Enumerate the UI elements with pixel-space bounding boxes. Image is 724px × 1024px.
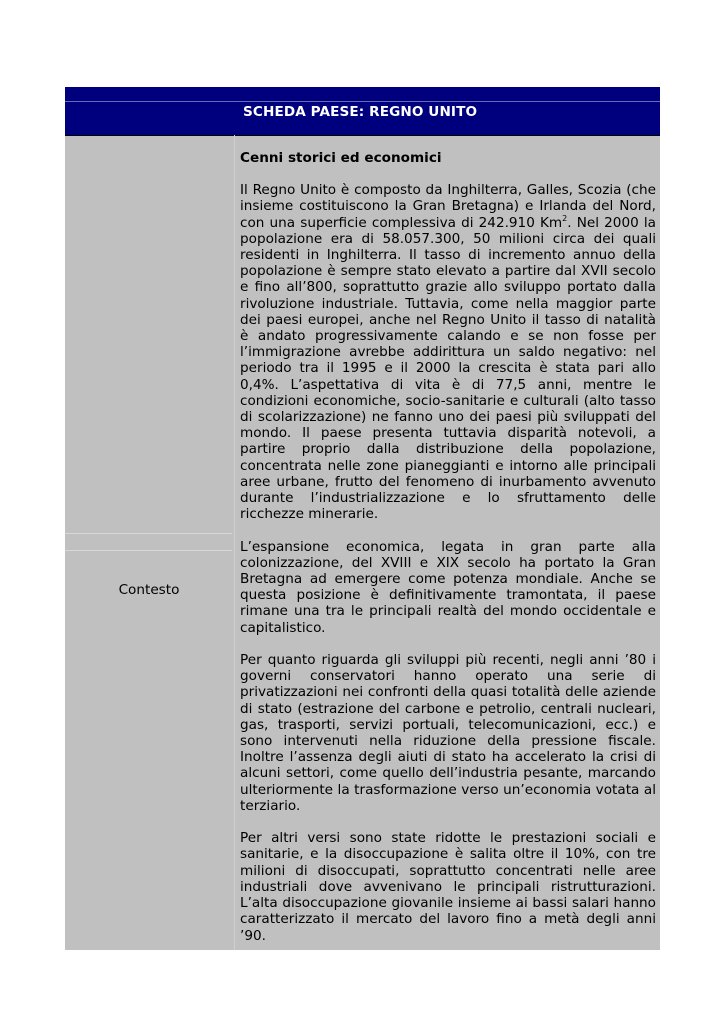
paragraph-4: Per altri versi sono state ridotte le prestazioni sociali e sanitarie, e la disoccupazione è salita oltre il 10%, con tre milioni di disoccupati, soprattutto concentrati nelle aree industriali dove avvenivano le principali ristrutturazioni. L’alta disoccupazione giovanile insieme ai bassi salari hanno caratterizzato il mercato del lavoro fino a metà degli anni ’90. <box>240 830 656 944</box>
country-sheet-table <box>65 87 660 950</box>
paragraph-1 <box>240 182 656 522</box>
cell-divider <box>65 533 232 534</box>
section-title: Cenni storici ed economici <box>240 150 442 166</box>
label-column <box>65 135 236 950</box>
paragraph-2: L’espansione economica, legata in gran parte alla colonizzazione, del XVIII e XIX secolo ha portato la Gran Bretagna ad emergere come potenza mondiale. Anche se questa posizione è definitivamente tramontata, il paese rimane una tra le principali realtà del mondo occidentale e capitalistico. <box>240 538 656 636</box>
paragraph-1-text: Il Regno Unito è composto da Inghilterra, Galles, Scozia (che insieme costituiscono la Gran Bretagna) e Irlanda del Nord, con una superficie complessiva di 242.910 Km <box>240 182 656 231</box>
paragraph-1-text-cont: . Nel 2000 la popolazione era di 58.057.300, 50 milioni circa dei quali residenti in Inghilterra. Il tasso di incremento annuo della popolazione è sempre stato elevato a partire dal XVII secolo e fino all’800, soprattutto grazie allo sviluppo portato dalla rivoluzione industriale. Tuttavia, come nella maggior parte dei paesi europei, anche nel Regno Unito il tasso di natalità è andato progressivamente calando e se non fosse per l’immigrazione avrebbe addirittura un saldo negativo: nel periodo tra il 1995 e il 2000 la crescita è stata pari allo 0,4%. L’aspettativa di vita è di 77,5 anni, mentre le condizioni economiche, socio-sanitarie e culturali (alto tasso di scolarizzazione) ne fanno uno dei paesi più sviluppati del mondo. Il paese presenta tuttavia disparità notevoli, a partire proprio dalla distribuzione della popolazione, concentrata nelle zone pianeggianti e intorno alle principali aree urbane, frutto del fenomeno di inurbamento avvenuto durante l’industrializzazione e lo sfruttamento delle ricchezze minerarie. <box>240 214 656 523</box>
row-label-contesto: Contesto <box>118 582 180 598</box>
cell-divider <box>65 550 232 551</box>
column-separator <box>234 135 235 950</box>
superscript-2: 2 <box>562 213 568 223</box>
table-header <box>65 87 660 136</box>
paragraph-3: Per quanto riguarda gli sviluppi più recenti, negli anni ’80 i governi conservatori hanno operato una serie di privatizzazioni nei confronti della quasi totalità delle aziende di stato (estrazione del carbone e petrolio, centrali nucleari, gas, trasporti, servizi portuali, telecomunicazioni, ecc.) e sono intervenuti nella riduzione della pressione fiscale. Inoltre l’assenza degli aiuti di stato ha accelerato la crisi di alcuni settori, come quello dell’industria pesante, marcando ulteriormente la trasformazione verso un’economia votata al terziario. <box>240 652 656 814</box>
sheet-title: SCHEDA PAESE: REGNO UNITO <box>243 104 478 120</box>
header-rule <box>65 101 660 102</box>
content-column <box>240 150 656 944</box>
